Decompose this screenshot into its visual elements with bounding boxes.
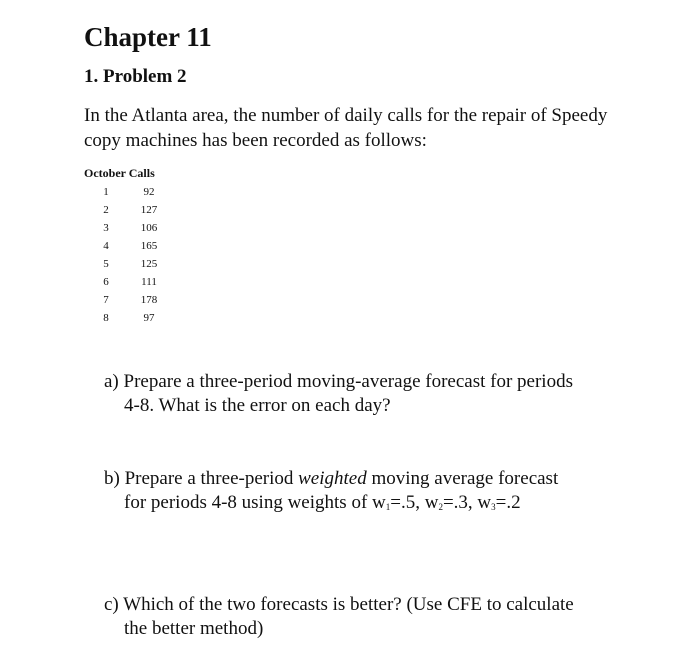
question-b [104, 467, 644, 519]
weight-subscript: 3 [491, 502, 496, 512]
calls-cell: 92 [143, 186, 155, 198]
calls-cell: 165 [140, 240, 158, 252]
question-b-line1-post: moving average forecast [366, 468, 559, 489]
intro-paragraph: In the Atlanta area, the number of daily calls for the repair of Speedy copy machines has been recorded as follows: [84, 105, 608, 151]
weights-text: for periods 4-8 using weights of w [124, 492, 386, 513]
weight-value: =.2 [495, 492, 521, 513]
question-a-line1: a) Prepare a three-period moving-average forecast for periods [104, 371, 573, 392]
calls-cell: 178 [140, 294, 158, 306]
calls-cell: 125 [140, 258, 158, 270]
question-c [104, 593, 644, 641]
day-cell: 4 [103, 240, 109, 252]
question-a-line2: 4-8. What is the error on each day? [124, 395, 391, 416]
weight-value: =.3, w [442, 492, 492, 513]
question-c-line1: c) Which of the two forecasts is better? (Use CFE to calculate [104, 594, 574, 615]
question-a [104, 370, 644, 418]
calls-cell: 106 [140, 222, 158, 234]
day-cell: 1 [103, 186, 109, 198]
weight-subscript: 1 [385, 502, 391, 512]
day-cell: 3 [103, 222, 109, 234]
calls-cell: 97 [143, 312, 155, 324]
day-cell: 5 [103, 258, 109, 270]
calls-cell: 111 [141, 276, 157, 288]
question-c-line2: the better method) [124, 618, 264, 639]
day-cell: 2 [103, 204, 109, 216]
day-cell: 6 [103, 276, 109, 288]
question-b-line2 [104, 491, 644, 519]
question-b-emphasis: weighted [298, 468, 367, 489]
question-b-line1-pre: b) Prepare a three-period [104, 468, 299, 489]
weight-subscript: 2 [438, 502, 443, 512]
problem-title: 1. Problem 2 [84, 66, 187, 87]
weight-value: =.5, w [390, 492, 439, 513]
chapter-title: Chapter 11 [84, 22, 212, 52]
day-cell: 7 [103, 294, 109, 306]
table-header: October Calls [84, 166, 155, 180]
day-cell: 8 [103, 312, 109, 324]
calls-cell: 127 [140, 204, 158, 216]
